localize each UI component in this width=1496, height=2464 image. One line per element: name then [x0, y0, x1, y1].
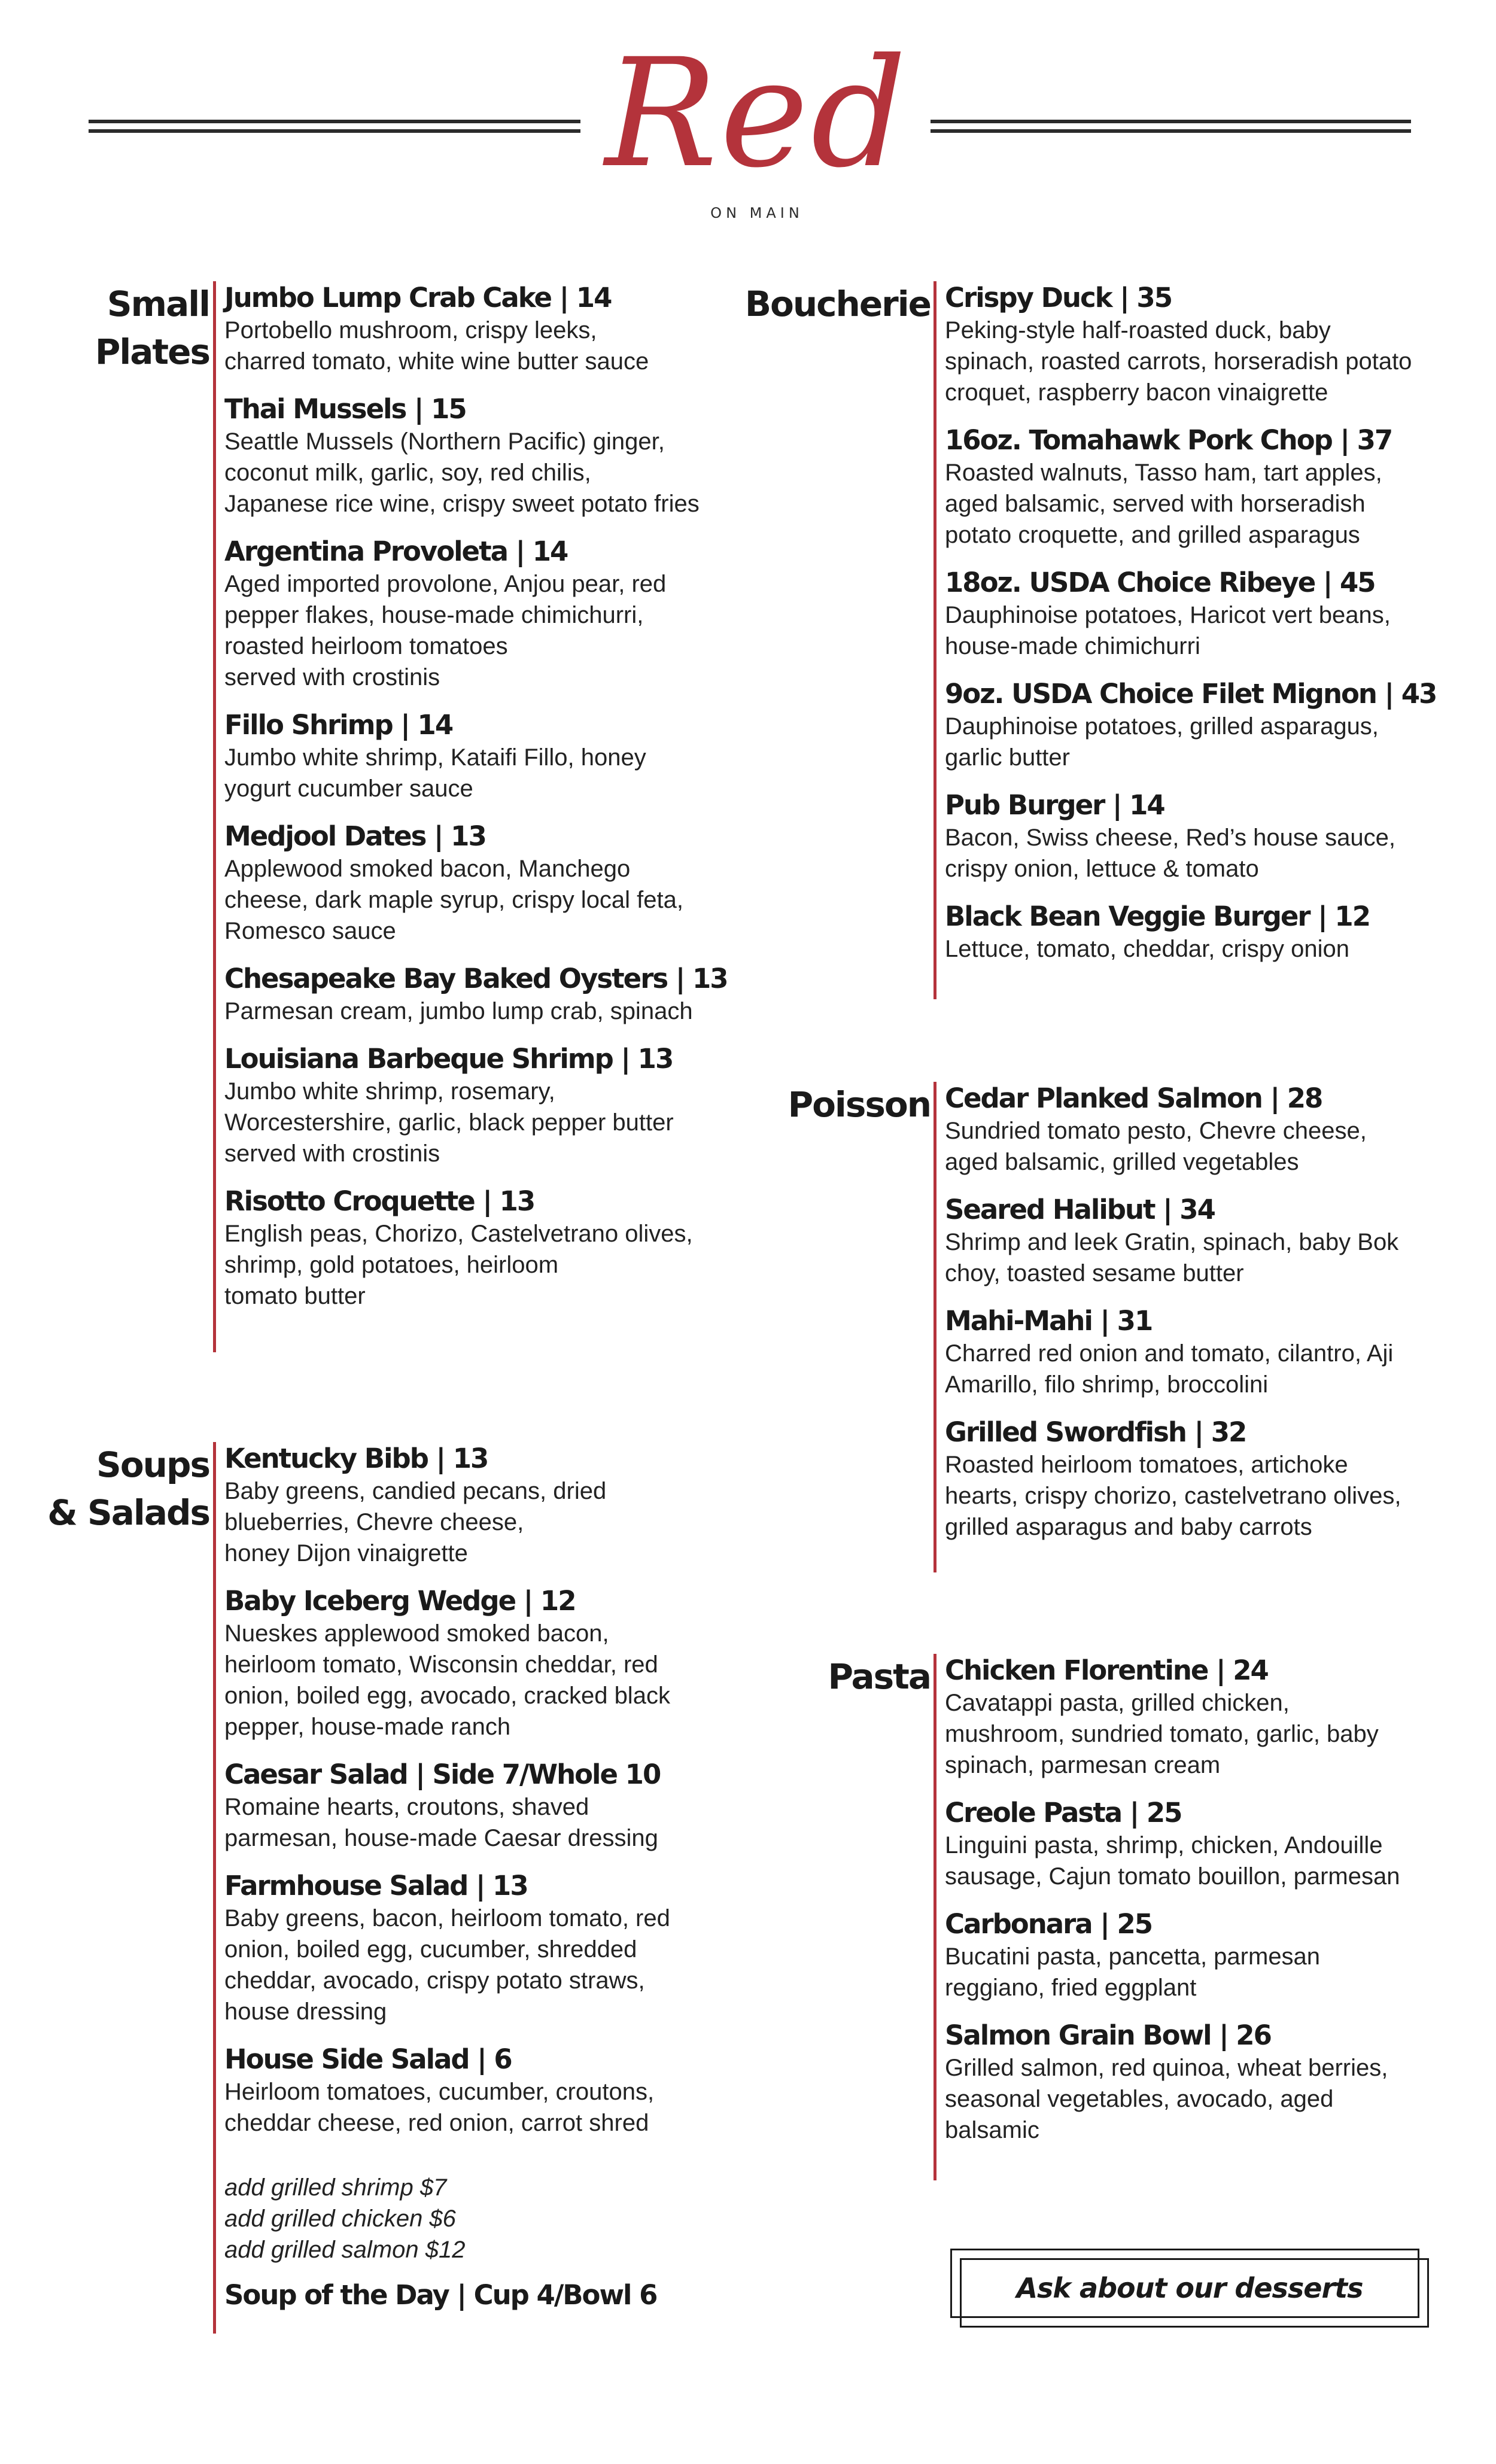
menu-item-description: Jumbo white shrimp, rosemary, Worcestershire, garlic, black pepper butter served with crostinis — [224, 1078, 674, 1167]
menu-item-description: Bucatini pasta, pancetta, parmesan reggiano, fried eggplant — [945, 1943, 1321, 2001]
menu-item-name: House Side Salad | 6 — [224, 2043, 512, 2075]
item-list-soups-salads — [213, 1442, 739, 2334]
item-list-pasta — [934, 1654, 1459, 2180]
menu-item — [224, 820, 739, 947]
addon-line: add grilled chicken $6 — [224, 2206, 456, 2232]
menu-item-name: Cedar Planked Salmon | 28 — [945, 1082, 1322, 1114]
menu-item-description: Roasted walnuts, Tasso ham, tart apples, aged balsamic, served with horseradish potato croquette, and grilled asparagus — [945, 460, 1382, 548]
section-title-small-plates: Small Plates — [95, 284, 209, 372]
menu-item-description: Cavatappi pasta, grilled chicken, mushroom, sundried tomato, garlic, baby spinach, parmesan cream — [945, 1690, 1379, 1778]
menu-item — [224, 535, 739, 693]
menu-item-description: Aged imported provolone, Anjou pear, red pepper flakes, house-made chimichurri, roasted heirloom tomatoes served with crostinis — [224, 571, 667, 690]
menu-item-name: Louisiana Barbeque Shrimp | 13 — [224, 1043, 673, 1075]
soup-of-the-day: Soup of the Day | Cup 4/Bowl 6 — [224, 2279, 657, 2311]
menu-item — [224, 1442, 739, 1569]
menu-item — [945, 566, 1459, 662]
menu-item — [945, 900, 1459, 965]
menu-item-name: Baby Iceberg Wedge | 12 — [224, 1585, 576, 1617]
menu-item-description: Baby greens, candied pecans, dried blueberries, Chevre cheese, honey Dijon vinaigrette — [224, 1478, 607, 1566]
menu-item — [945, 1908, 1459, 2003]
menu-item — [945, 677, 1459, 773]
menu-item-name: Crispy Duck | 35 — [945, 282, 1172, 314]
section-title-boucherie: Boucherie — [744, 284, 931, 324]
menu-item-name: Argentina Provoleta | 14 — [224, 536, 568, 567]
menu-item — [224, 962, 739, 1027]
menu-item-name: Caesar Salad | Side 7/Whole 10 — [224, 1759, 661, 1790]
menu-item-name: Black Bean Veggie Burger | 12 — [945, 901, 1370, 932]
menu-item — [945, 281, 1459, 408]
addon-list — [224, 2172, 739, 2265]
menu-item-description: Lettuce, tomato, cheddar, crispy onion — [945, 936, 1349, 962]
menu-item-name: Chicken Florentine | 24 — [945, 1654, 1268, 1686]
menu-item-name: 18oz. USDA Choice Ribeye | 45 — [945, 567, 1375, 598]
menu-item — [224, 393, 739, 519]
menu-item — [224, 1869, 739, 2027]
menu-item-name: Thai Mussels | 15 — [224, 393, 466, 425]
menu-item-name: Carbonara | 25 — [945, 1908, 1153, 1940]
section-title-pasta: Pasta — [828, 1656, 931, 1697]
dessert-note: Ask about our desserts — [1016, 2272, 1363, 2304]
menu-item-name: Mahi-Mahi | 31 — [945, 1305, 1153, 1337]
menu-item — [224, 1042, 739, 1169]
menu-item-name: Fillo Shrimp | 14 — [224, 709, 453, 741]
restaurant-logo — [595, 26, 919, 221]
section-title-poisson: Poisson — [787, 1084, 931, 1125]
logo-text: Red — [604, 26, 910, 200]
menu-item-name: Farmhouse Salad | 13 — [224, 1870, 528, 1902]
menu-item-name: Pub Burger | 14 — [945, 789, 1164, 821]
menu-item-name: Grilled Swordfish | 32 — [945, 1416, 1246, 1448]
menu-item — [945, 1193, 1459, 1289]
menu-item-description: Peking-style half-roasted duck, baby spinach, roasted carrots, horseradish potato croquet, raspberry bacon vinaigrette — [945, 317, 1412, 406]
menu-item — [945, 789, 1459, 884]
menu-item-name: Risotto Croquette | 13 — [224, 1185, 535, 1217]
menu-item-description: Baby greens, bacon, heirloom tomato, red onion, boiled egg, cucumber, shredded cheddar, avocado, crispy potato straws, house dressing — [224, 1905, 670, 2025]
menu-item — [224, 1758, 739, 1854]
header-rule-right — [931, 120, 1411, 134]
menu-item-description: Seattle Mussels (Northern Pacific) ginger, coconut milk, garlic, soy, red chilis, Japanese rice wine, crispy sweet potato fries — [224, 428, 700, 517]
menu-item — [945, 1304, 1459, 1400]
menu-item-description: Nueskes applewood smoked bacon, heirloom tomato, Wisconsin cheddar, red onion, boiled egg, avocado, cracked black pepper, house-made ranch — [224, 1620, 670, 1740]
header-rule-left — [89, 120, 580, 134]
addon-line: add grilled shrimp $7 — [224, 2174, 447, 2201]
menu-item — [945, 2019, 1459, 2146]
menu-item-description: Charred red onion and tomato, cilantro, Aji Amarillo, filo shrimp, broccolini — [945, 1340, 1394, 1398]
menu-item-description: Parmesan cream, jumbo lump crab, spinach — [224, 998, 693, 1024]
menu-item-description: Applewood smoked bacon, Manchego cheese, dark maple syrup, crispy local feta, Romesco sauce — [224, 856, 684, 944]
section-title-soups-salads: Soups & Salads — [47, 1444, 209, 1533]
menu-item-description: Heirloom tomatoes, cucumber, croutons, cheddar cheese, red onion, carrot shred — [224, 2079, 655, 2136]
menu-item-name: Jumbo Lump Crab Cake | 14 — [224, 282, 612, 314]
addon-line: add grilled salmon $12 — [224, 2237, 466, 2263]
menu-item-description: English peas, Chorizo, Castelvetrano olives, shrimp, gold potatoes, heirloom tomato butter — [224, 1221, 693, 1309]
menu-item-name: Seared Halibut | 34 — [945, 1194, 1215, 1225]
dessert-callout — [950, 2249, 1429, 2328]
item-list-boucherie — [934, 281, 1459, 999]
menu-item-description: Roasted heirloom tomatoes, artichoke hearts, crispy chorizo, castelvetrano olives, grilled asparagus and baby carrots — [945, 1452, 1401, 1540]
menu-item-name: Medjool Dates | 13 — [224, 820, 486, 852]
menu-item-description: Linguini pasta, shrimp, chicken, Andouille sausage, Cajun tomato bouillon, parmesan — [945, 1832, 1400, 1890]
menu-item-name: Kentucky Bibb | 13 — [224, 1443, 488, 1474]
logo-subtitle: ON MAIN — [710, 205, 804, 221]
item-list-small-plates — [213, 281, 739, 1352]
menu-item-description: Grilled salmon, red quinoa, wheat berries, seasonal vegetables, avocado, aged balsamic — [945, 2055, 1388, 2143]
menu-item-description: Bacon, Swiss cheese, Red’s house sauce, crispy onion, lettuce & tomato — [945, 825, 1396, 882]
menu-item — [945, 1654, 1459, 1781]
menu-item-description: Romaine hearts, croutons, shaved parmesan, house-made Caesar dressing — [224, 1794, 658, 1851]
menu-item-description: Dauphinoise potatoes, Haricot vert beans, house-made chimichurri — [945, 602, 1391, 659]
menu-item — [945, 1796, 1459, 1892]
menu-item — [224, 2043, 739, 2138]
menu-item-description: Portobello mushroom, crispy leeks, charred tomato, white wine butter sauce — [224, 317, 649, 375]
menu-item-name: 16oz. Tomahawk Pork Chop | 37 — [945, 424, 1392, 456]
menu-item — [224, 708, 739, 804]
menu-item-description: Dauphinoise potatoes, grilled asparagus, garlic butter — [945, 713, 1379, 771]
menu-item — [224, 1185, 739, 1312]
soups-salads-items — [224, 1442, 739, 2138]
menu-item-description: Sundried tomato pesto, Chevre cheese, aged balsamic, grilled vegetables — [945, 1118, 1367, 1175]
menu-item-name: Salmon Grain Bowl | 26 — [945, 2019, 1271, 2051]
menu-item — [224, 1584, 739, 1742]
menu-item — [945, 1082, 1459, 1178]
menu-item-description: Shrimp and leek Gratin, spinach, baby Bok choy, toasted sesame butter — [945, 1229, 1399, 1286]
menu-item-name: Creole Pasta | 25 — [945, 1797, 1182, 1829]
menu-item-name: 9oz. USDA Choice Filet Mignon | 43 — [945, 678, 1437, 710]
menu-item — [945, 424, 1459, 550]
menu-item-name: Chesapeake Bay Baked Oysters | 13 — [224, 963, 728, 994]
menu-item — [224, 281, 739, 377]
item-list-poisson — [934, 1082, 1459, 1572]
menu-item — [945, 1416, 1459, 1543]
menu-item-description: Jumbo white shrimp, Kataifi Fillo, honey yogurt cucumber sauce — [224, 744, 646, 802]
